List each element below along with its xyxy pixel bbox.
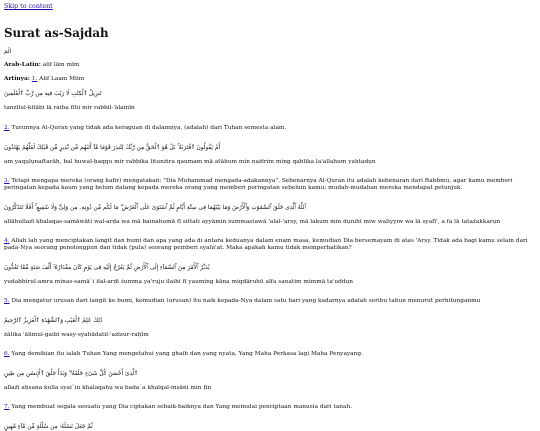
verse-translation-text: Turunnya Al-Quran yang tidak ada keraguan di dalamnya, (adalah) dari Tuhan semesta alam. xyxy=(11,125,287,131)
verse-translation xyxy=(4,351,536,358)
verse-arabic: أَمْ يَقُولُونَ ٱفْتَرَىٰهُ ۚ بَلْ هُوَ ٱلْحَقُّ مِن رَّبِّكَ لِتُنذِرَ قَوْمًا مَّآ أَتَىٰهُم مِّن نَّذِيرٍ مِّن قَبْلِكَ لَعَلَّهُمْ يَهْتَدُونَ xyxy=(4,145,221,151)
verse-translation-text: Yang membuat segala sesuatu yang Dia ciptakan sebaik-baiknya dan Yang memulai penciptaan manusia dari tanah. xyxy=(11,404,353,410)
verse-translation xyxy=(4,238,536,252)
verse-latin: am yaqụlụnaftarāh, bal huwal-ḥaqqu mir rabbika litunżira qaumam mā atāhum min nażīrim ming qablika la'allahum yahtadụn xyxy=(4,159,376,165)
verse-translation-text: Allah lah yang menciptakan langit dan bumi dan apa yang ada di antara keduanya dalam enam masa, kemudian Dia bersemayam di atas 'Arsy. Tidak ada bagi kamu selain dari pada-Nya seorang penolongpun dan tidak (pula) seorang pemberi syafa'at. Maka apakah kamu tidak memperhatikan? xyxy=(4,238,528,251)
verse-arabic: ٱللَّهُ ٱلَّذِى خَلَقَ ٱلسَّمَٰوَٰتِ وَٱلْأَرْضَ وَمَا بَيْنَهُمَا فِى سِتَّةِ أَيَّامٍ ثُمَّ ٱسْتَوَىٰ عَلَى ٱلْعَرْشِ ۖ مَا لَكُم مِّن دُونِهِۦ مِن وَلِىٍّ وَلَا شَفِيعٍ ۚ أَفَلَا تَتَذَكَّرُونَ xyxy=(4,205,306,211)
verse-latin: allāhullażī khalaqas-samāwāti wal-arḍa wa mā bainahumā fī sittati ayyāmin ṡummastawā 'alal-'arsy, mā lakum min dụnihī miw waliyyiw wa lā syafī', a fa lā tatażakkarụn xyxy=(4,219,501,225)
skip-to-content-link[interactable]: Skip to content xyxy=(4,3,53,10)
arab-latin-label: Arab-Latin: xyxy=(4,62,41,68)
verse-number-link[interactable]: 2. xyxy=(4,125,10,131)
verse-latin: yudabbirul-amra minas-samā`i ilal-arḍi ṡumma ya'ruju ilaihi fī yauming kāna miqdāruhū alfa sanatim mimmā ta'uddụn xyxy=(4,279,354,285)
verse-number-link[interactable]: 6. xyxy=(4,351,10,357)
page-content xyxy=(4,3,536,431)
verse-arabic: ٱلَّذِىٓ أَحْسَنَ كُلَّ شَىْءٍ خَلَقَهُۥ ۖ وَبَدَأَ خَلْقَ ٱلْإِنسَٰنِ مِن طِينٍ xyxy=(4,371,138,377)
arab-latin-text: alif lām mīm xyxy=(42,62,80,68)
verse-number-link[interactable]: 4. xyxy=(4,238,10,244)
verse-latin: żālika 'ālimul-gaibi wasy-syahādatil-'azīzur-raḥīm xyxy=(4,332,149,338)
verse-latin: tanzīlul-kitābi lā raiba fīhi mir rabbil-'ālamīn xyxy=(4,105,135,111)
verse-number-link[interactable]: 7. xyxy=(4,404,10,410)
verse-arabic: يُدَبِّرُ ٱلْأَمْرَ مِنَ ٱلسَّمَآءِ إِلَى ٱلْأَرْضِ ثُمَّ يَعْرُجُ إِلَيْهِ فِى يَوْمٍ كَانَ مِقْدَارُهُۥٓ أَلْفَ سَنَةٍ مِّمَّا تَعُدُّونَ xyxy=(4,265,210,271)
verse-arabic: ثُمَّ جَعَلَ نَسْلَهُۥ مِن سُلَٰلَةٍ مِّن مَّآءٍ مَّهِينٍ xyxy=(4,424,93,430)
page-title: Surat as-Sajdah xyxy=(4,26,109,40)
verse-translation-text: Tetapi mengapa mereka (orang kafir) mengatakan: "Dia Muhammad mengada-adakannya". Sebenarnya Al-Quran itu adalah kebenaran dari Rabbmu, agar kamu memberi peringatan kepada kaum yang belum datang kepada mereka orang yang memberi peringatan sebelum kamu; mudah-mudahan mereka mendapat petunjuk. xyxy=(4,178,513,191)
verse-translation-text: Yang demikian itu ialah Tuhan Yang mengetahui yang ghaib dan yang nyata, Yang Maha Perkasa lagi Maha Penyayang. xyxy=(11,351,363,357)
artinya-label: Artinya: xyxy=(4,76,30,82)
verse-arabic: تَنزِيلُ ٱلْكِتَٰبِ لَا رَيْبَ فِيهِ مِن رَّبِّ ٱلْعَٰلَمِينَ xyxy=(4,91,102,97)
verse-arabic: ذَٰلِكَ عَٰلِمُ ٱلْغَيْبِ وَٱلشَّهَٰدَةِ ٱلْعَزِيزُ ٱلرَّحِيمُ xyxy=(4,318,103,324)
verse-number-link[interactable]: 1. xyxy=(31,76,38,82)
verse-number-link[interactable]: 5. xyxy=(4,298,10,304)
verse-translation xyxy=(4,125,536,132)
opening-arabic: الٓمٓ xyxy=(4,49,12,55)
verse-translation xyxy=(4,178,536,192)
verse-translation xyxy=(4,404,536,411)
verse-number-link[interactable]: 3. xyxy=(4,178,10,184)
verse-translation xyxy=(4,298,536,305)
verse-translation-text: Dia mengatur urusan dari langit ke bumi, kemudian (urusan) itu naik kepada-Nya dalam satu hari yang kadarnya adalah seribu tahun menurut perhitunganmu xyxy=(11,298,481,304)
opening-artinya xyxy=(4,76,536,83)
artinya-text: Alif Laam Miim xyxy=(39,76,85,82)
opening-arab-latin xyxy=(4,62,536,69)
verse-latin: allażī aḥsana kulla syai`in khalaqahụ wa bada`a khalqal-insāni min ṭīn xyxy=(4,385,212,391)
